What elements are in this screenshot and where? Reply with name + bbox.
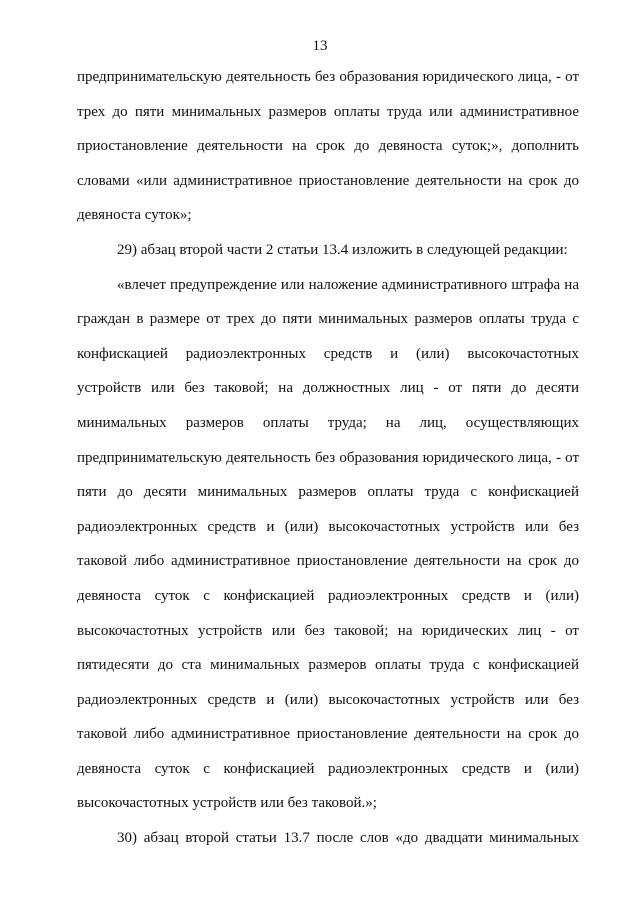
text-line: приостановление деятельности на срок до девяноста суток;», дополнить [77,138,579,155]
text-line: 29) абзац второй части 2 статьи 13.4 изложить в следующей редакции: [117,241,568,258]
text-line: радиоэлектронных средств и (или) высокочастотных устройств или без [77,518,579,535]
text-line: словами «или административное приостановление деятельности на срок до [77,172,579,189]
text-line: пяти до десяти минимальных размеров оплаты труда с конфискацией [77,484,579,501]
text-line: предпринимательскую деятельность без образования юридического лица, - от [77,449,579,466]
text-line: 30) абзац второй статьи 13.7 после слов «до двадцати минимальных [117,830,579,847]
text-line: высокочастотных устройств или без таковой; на юридических лиц - от [77,622,579,639]
text-line: трех до пяти минимальных размеров оплаты труда или административное [77,103,579,120]
page-number: 13 [312,38,328,54]
text-line: девяноста суток»; [77,207,192,224]
text-line: «влечет предупреждение или наложение административного штрафа на [117,276,579,293]
text-line: девяноста суток с конфискацией радиоэлектронных средств и (или) [77,587,579,604]
text-line: конфискацией радиоэлектронных средств и (или) высокочастотных [77,345,579,362]
text-line: таковой либо административное приостановление деятельности на срок до [77,726,579,743]
text-line: пятидесяти до ста минимальных размеров оплаты труда с конфискацией [77,657,579,674]
text-line: предпринимательскую деятельность без образования юридического лица, - от [77,69,579,85]
text-line: граждан в размере от трех до пяти минимальных размеров оплаты труда с [77,311,579,328]
text-line: минимальных размеров оплаты труда; на лиц, осуществляющих [77,414,579,431]
text-line: девяноста суток с конфискацией радиоэлектронных средств и (или) [77,760,579,777]
text-line: радиоэлектронных средств и (или) высокочастотных устройств или без [77,691,579,708]
text-line: высокочастотных устройств или без таковой.»; [77,795,377,812]
document-body [77,60,579,856]
text-line: таковой либо административное приостановление деятельности на срок до [77,553,579,570]
text-line: устройств или без таковой; на должностных лиц - от пяти до десяти [77,380,579,397]
